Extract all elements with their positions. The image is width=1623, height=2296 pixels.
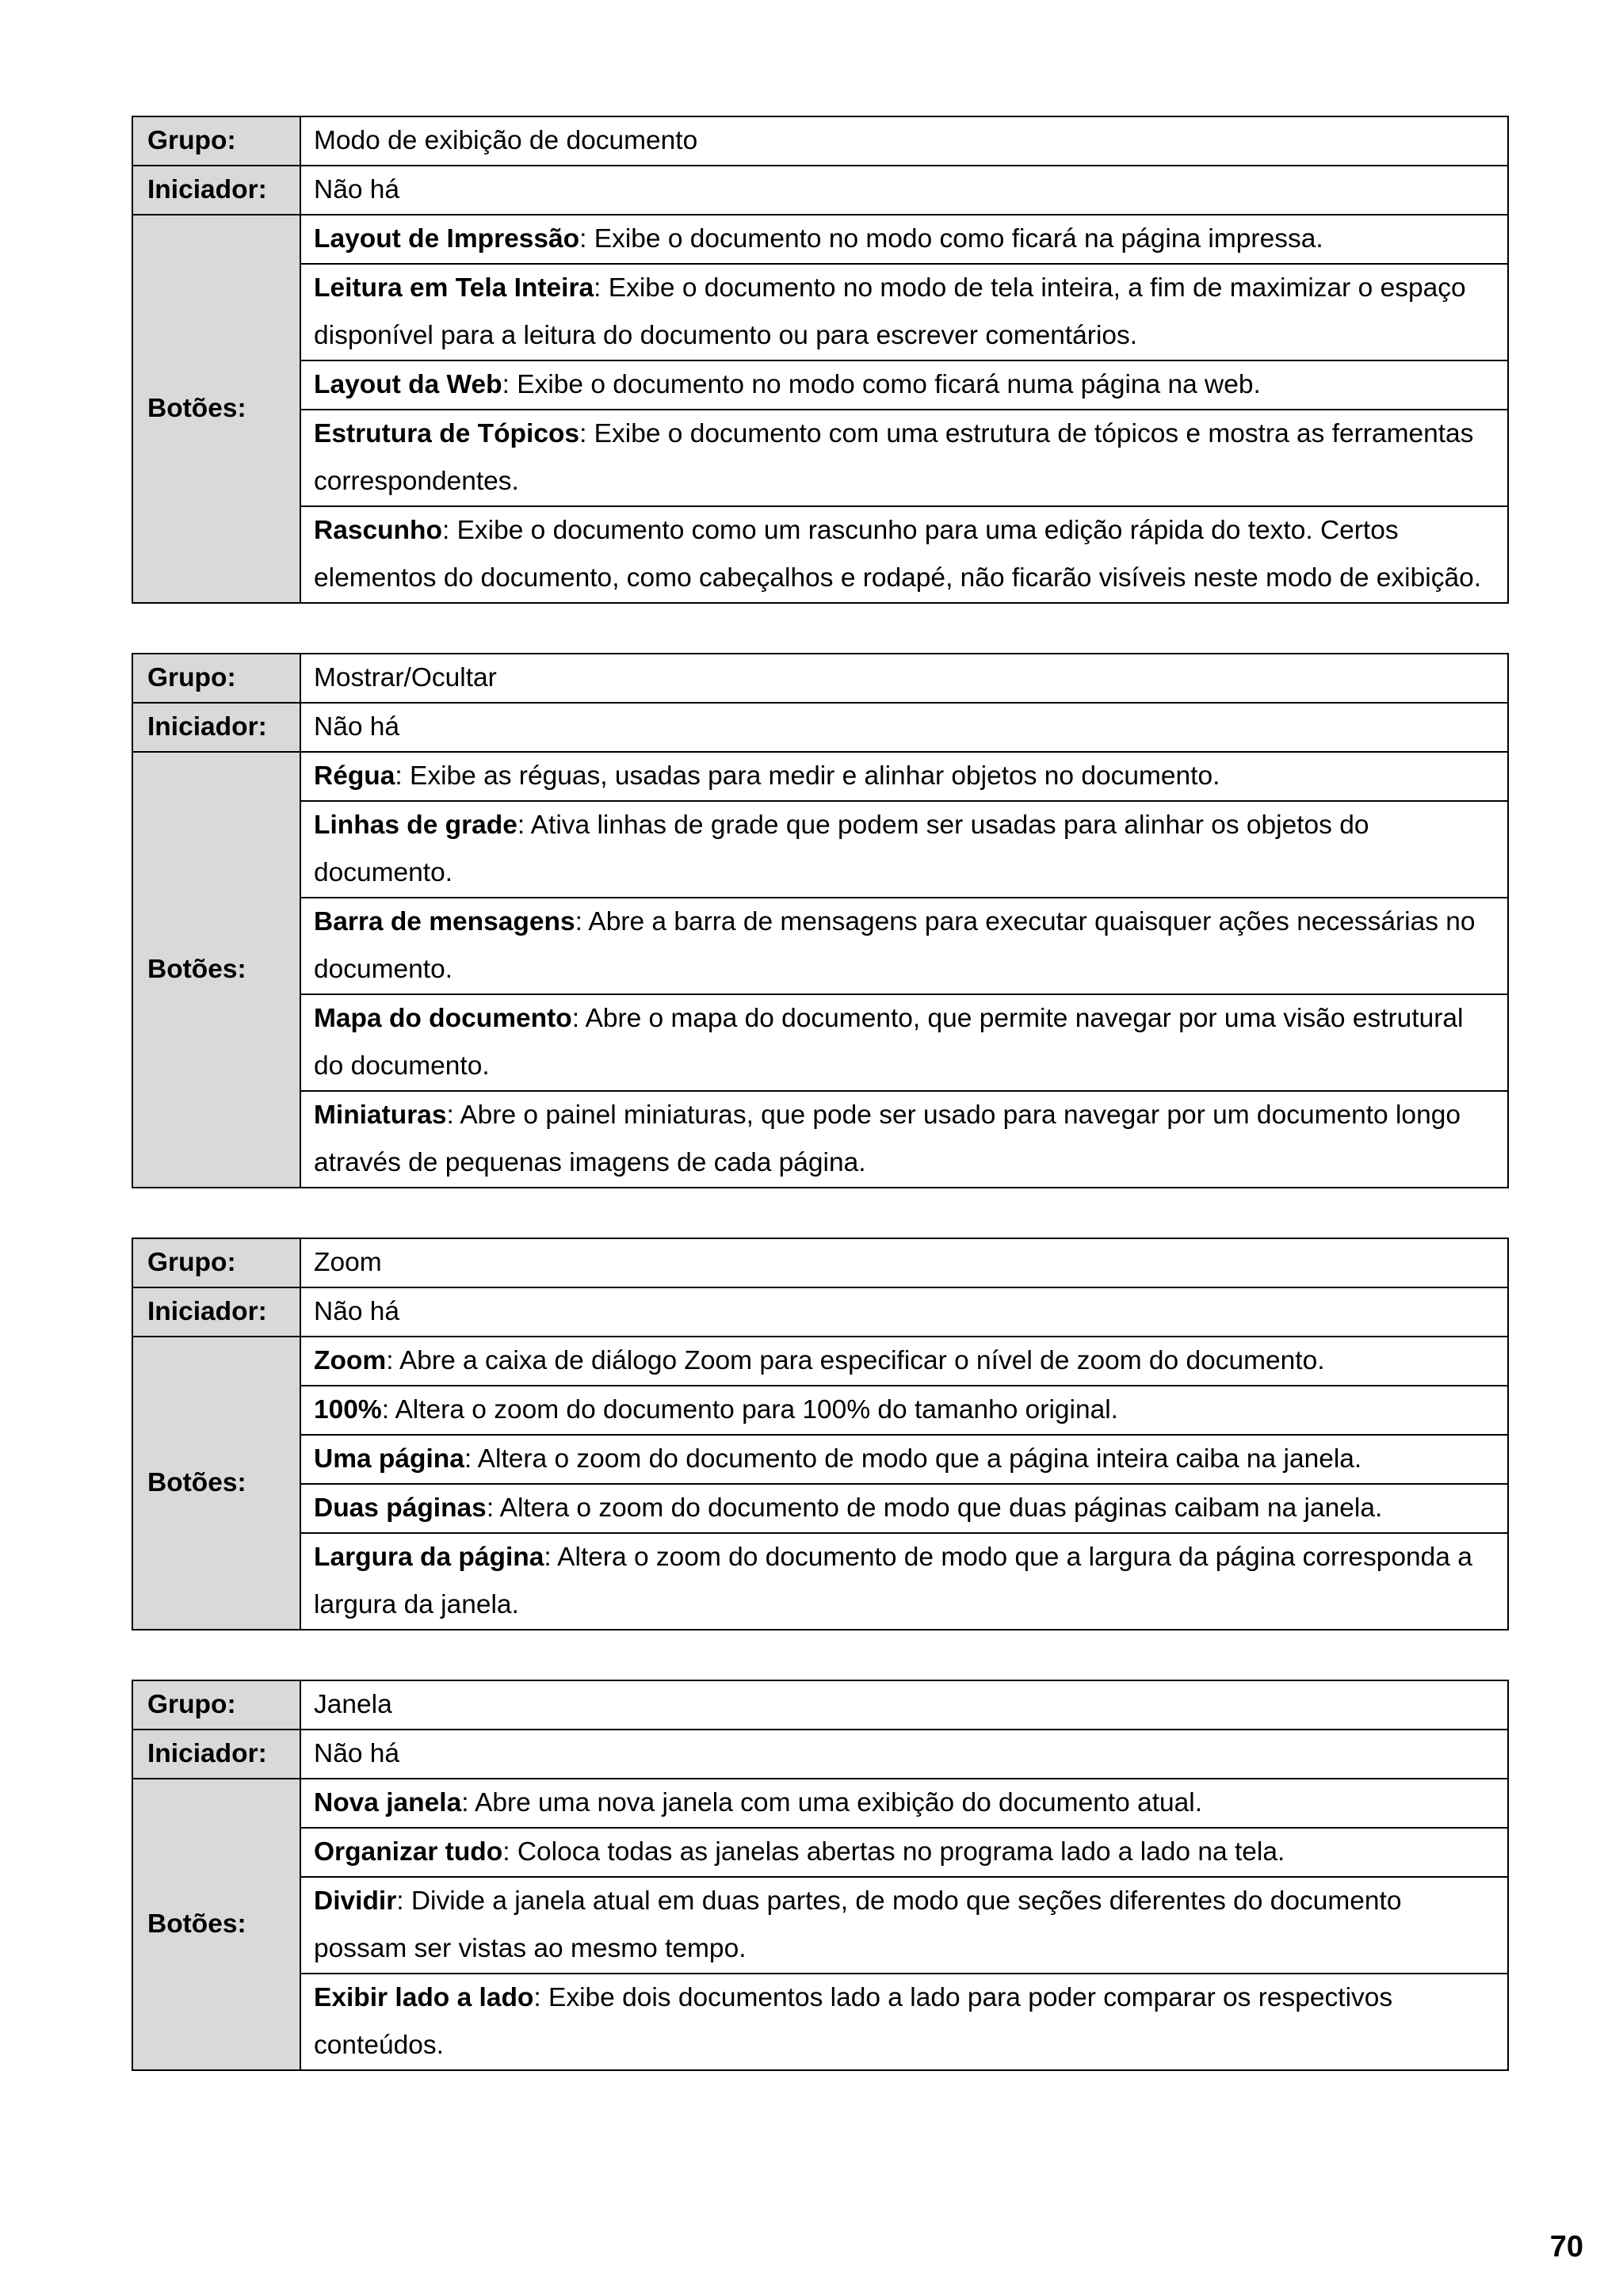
button-desc-text: : Exibe o documento no modo como ficará na página impressa.	[579, 224, 1323, 254]
iniciador-value: Não há	[300, 703, 1508, 752]
botoes-label: Botões:	[132, 1337, 300, 1630]
iniciador-row	[132, 1730, 1508, 1779]
button-term: Barra de mensagens	[314, 907, 575, 936]
button-term: 100%	[314, 1395, 382, 1425]
grupo-label: Grupo:	[132, 654, 300, 703]
button-term: Layout da Web	[314, 370, 502, 399]
button-term: Zoom	[314, 1346, 387, 1375]
grupo-value: Zoom	[300, 1238, 1508, 1287]
iniciador-value: Não há	[300, 1730, 1508, 1779]
button-row	[132, 898, 1508, 994]
button-description	[300, 1533, 1508, 1630]
button-row	[132, 994, 1508, 1091]
button-term: Mapa do documento	[314, 1004, 572, 1033]
button-term: Miniaturas	[314, 1100, 447, 1130]
button-row	[132, 1974, 1508, 2070]
grupo-row	[132, 116, 1508, 166]
button-desc-text: : Exibe o documento com uma estrutura de tópicos e mostra as ferramentas correspondentes.	[314, 419, 1474, 496]
page-number: 70	[1549, 2230, 1583, 2264]
grupo-value: Modo de exibição de documento	[300, 116, 1508, 166]
button-row	[132, 1484, 1508, 1533]
button-description	[300, 410, 1508, 506]
button-description	[300, 1877, 1508, 1974]
button-row	[132, 1828, 1508, 1877]
button-row	[132, 1337, 1508, 1386]
button-desc-text: : Abre o painel miniaturas, que pode ser usado para navegar por um documento longo através de pequenas imagens de cada página.	[314, 1100, 1461, 1177]
button-desc-text: : Abre o mapa do documento, que permite navegar por uma visão estrutural do documento.	[314, 1004, 1464, 1081]
button-row	[132, 410, 1508, 506]
button-description	[300, 1091, 1508, 1188]
iniciador-label: Iniciador:	[132, 703, 300, 752]
button-row	[132, 215, 1508, 264]
button-desc-text: : Abre uma nova janela com uma exibição do documento atual.	[461, 1788, 1203, 1817]
button-desc-text: : Exibe o documento no modo de tela inteira, a fim de maximizar o espaço disponível para a leitura do documento ou para escrever comentários.	[314, 273, 1466, 350]
group-table-mostrar-ocultar	[132, 653, 1509, 1188]
button-desc-text: : Exibe dois documentos lado a lado para poder comparar os respectivos conteúdos.	[314, 1983, 1393, 2060]
button-row	[132, 1533, 1508, 1630]
button-desc-text: : Altera o zoom do documento para 100% do tamanho original.	[381, 1395, 1118, 1425]
button-row	[132, 1091, 1508, 1188]
grupo-label: Grupo:	[132, 1238, 300, 1287]
button-description	[300, 264, 1508, 360]
group-table-janela	[132, 1680, 1509, 2071]
iniciador-value: Não há	[300, 1287, 1508, 1337]
button-row	[132, 1877, 1508, 1974]
button-description	[300, 215, 1508, 264]
button-term: Largura da página	[314, 1543, 544, 1572]
button-desc-text: : Ativa linhas de grade que podem ser usadas para alinhar os objetos do documento.	[314, 810, 1369, 887]
button-row	[132, 506, 1508, 603]
iniciador-value: Não há	[300, 166, 1508, 215]
button-term: Duas páginas	[314, 1493, 487, 1523]
button-description	[300, 1337, 1508, 1386]
iniciador-label: Iniciador:	[132, 166, 300, 215]
group-table-zoom	[132, 1238, 1509, 1630]
button-term: Organizar tudo	[314, 1837, 503, 1867]
button-description	[300, 898, 1508, 994]
button-description	[300, 1779, 1508, 1828]
iniciador-row	[132, 166, 1508, 215]
button-desc-text: : Abre a caixa de diálogo Zoom para especificar o nível de zoom do documento.	[386, 1346, 1325, 1375]
botoes-label: Botões:	[132, 215, 300, 603]
button-term: Linhas de grade	[314, 810, 517, 840]
button-row	[132, 801, 1508, 898]
button-desc-text: : Divide a janela atual em duas partes, de modo que seções diferentes do documento possam ser vistas ao mesmo tempo.	[314, 1886, 1402, 1963]
button-desc-text: : Coloca todas as janelas abertas no programa lado a lado na tela.	[502, 1837, 1285, 1867]
button-desc-text: : Altera o zoom do documento de modo que a largura da página corresponda a largura da janela.	[314, 1543, 1472, 1619]
botoes-label: Botões:	[132, 752, 300, 1188]
button-desc-text: : Exibe as réguas, usadas para medir e alinhar objetos no documento.	[395, 761, 1220, 791]
button-row	[132, 1435, 1508, 1484]
button-description	[300, 1386, 1508, 1435]
button-description	[300, 1435, 1508, 1484]
iniciador-row	[132, 703, 1508, 752]
group-table-modo-exibicao	[132, 116, 1509, 604]
grupo-label: Grupo:	[132, 1680, 300, 1730]
button-desc-text: : Exibe o documento como um rascunho para uma edição rápida do texto. Certos elementos do documento, como cabeçalhos e rodapé, não ficarão visíveis neste modo de exibição.	[314, 516, 1482, 593]
button-desc-text: : Altera o zoom do documento de modo que a página inteira caiba na janela.	[464, 1444, 1362, 1474]
button-term: Rascunho	[314, 516, 442, 545]
button-term: Estrutura de Tópicos	[314, 419, 580, 448]
button-desc-text: : Exibe o documento no modo como ficará numa página na web.	[502, 370, 1261, 399]
grupo-value: Mostrar/Ocultar	[300, 654, 1508, 703]
button-term: Layout de Impressão	[314, 224, 580, 254]
group-tables	[132, 116, 1509, 2120]
grupo-row	[132, 1238, 1508, 1287]
button-desc-text: : Altera o zoom do documento de modo que duas páginas caibam na janela.	[486, 1493, 1383, 1523]
grupo-row	[132, 654, 1508, 703]
button-term: Leitura em Tela Inteira	[314, 273, 594, 303]
iniciador-label: Iniciador:	[132, 1287, 300, 1337]
button-term: Régua	[314, 761, 395, 791]
button-term: Uma página	[314, 1444, 464, 1474]
button-term: Exibir lado a lado	[314, 1983, 534, 2012]
button-description	[300, 360, 1508, 410]
button-description	[300, 506, 1508, 603]
button-description	[300, 1484, 1508, 1533]
button-desc-text: : Abre a barra de mensagens para executar quaisquer ações necessárias no documento.	[314, 907, 1476, 984]
button-row	[132, 1386, 1508, 1435]
button-term: Dividir	[314, 1886, 397, 1916]
grupo-row	[132, 1680, 1508, 1730]
button-description	[300, 994, 1508, 1091]
botoes-label: Botões:	[132, 1779, 300, 2070]
button-description	[300, 1974, 1508, 2070]
button-row	[132, 1779, 1508, 1828]
button-term: Nova janela	[314, 1788, 462, 1817]
button-row	[132, 264, 1508, 360]
button-description	[300, 752, 1508, 801]
button-row	[132, 752, 1508, 801]
button-row	[132, 360, 1508, 410]
iniciador-label: Iniciador:	[132, 1730, 300, 1779]
grupo-label: Grupo:	[132, 116, 300, 166]
iniciador-row	[132, 1287, 1508, 1337]
button-description	[300, 1828, 1508, 1877]
grupo-value: Janela	[300, 1680, 1508, 1730]
button-description	[300, 801, 1508, 898]
